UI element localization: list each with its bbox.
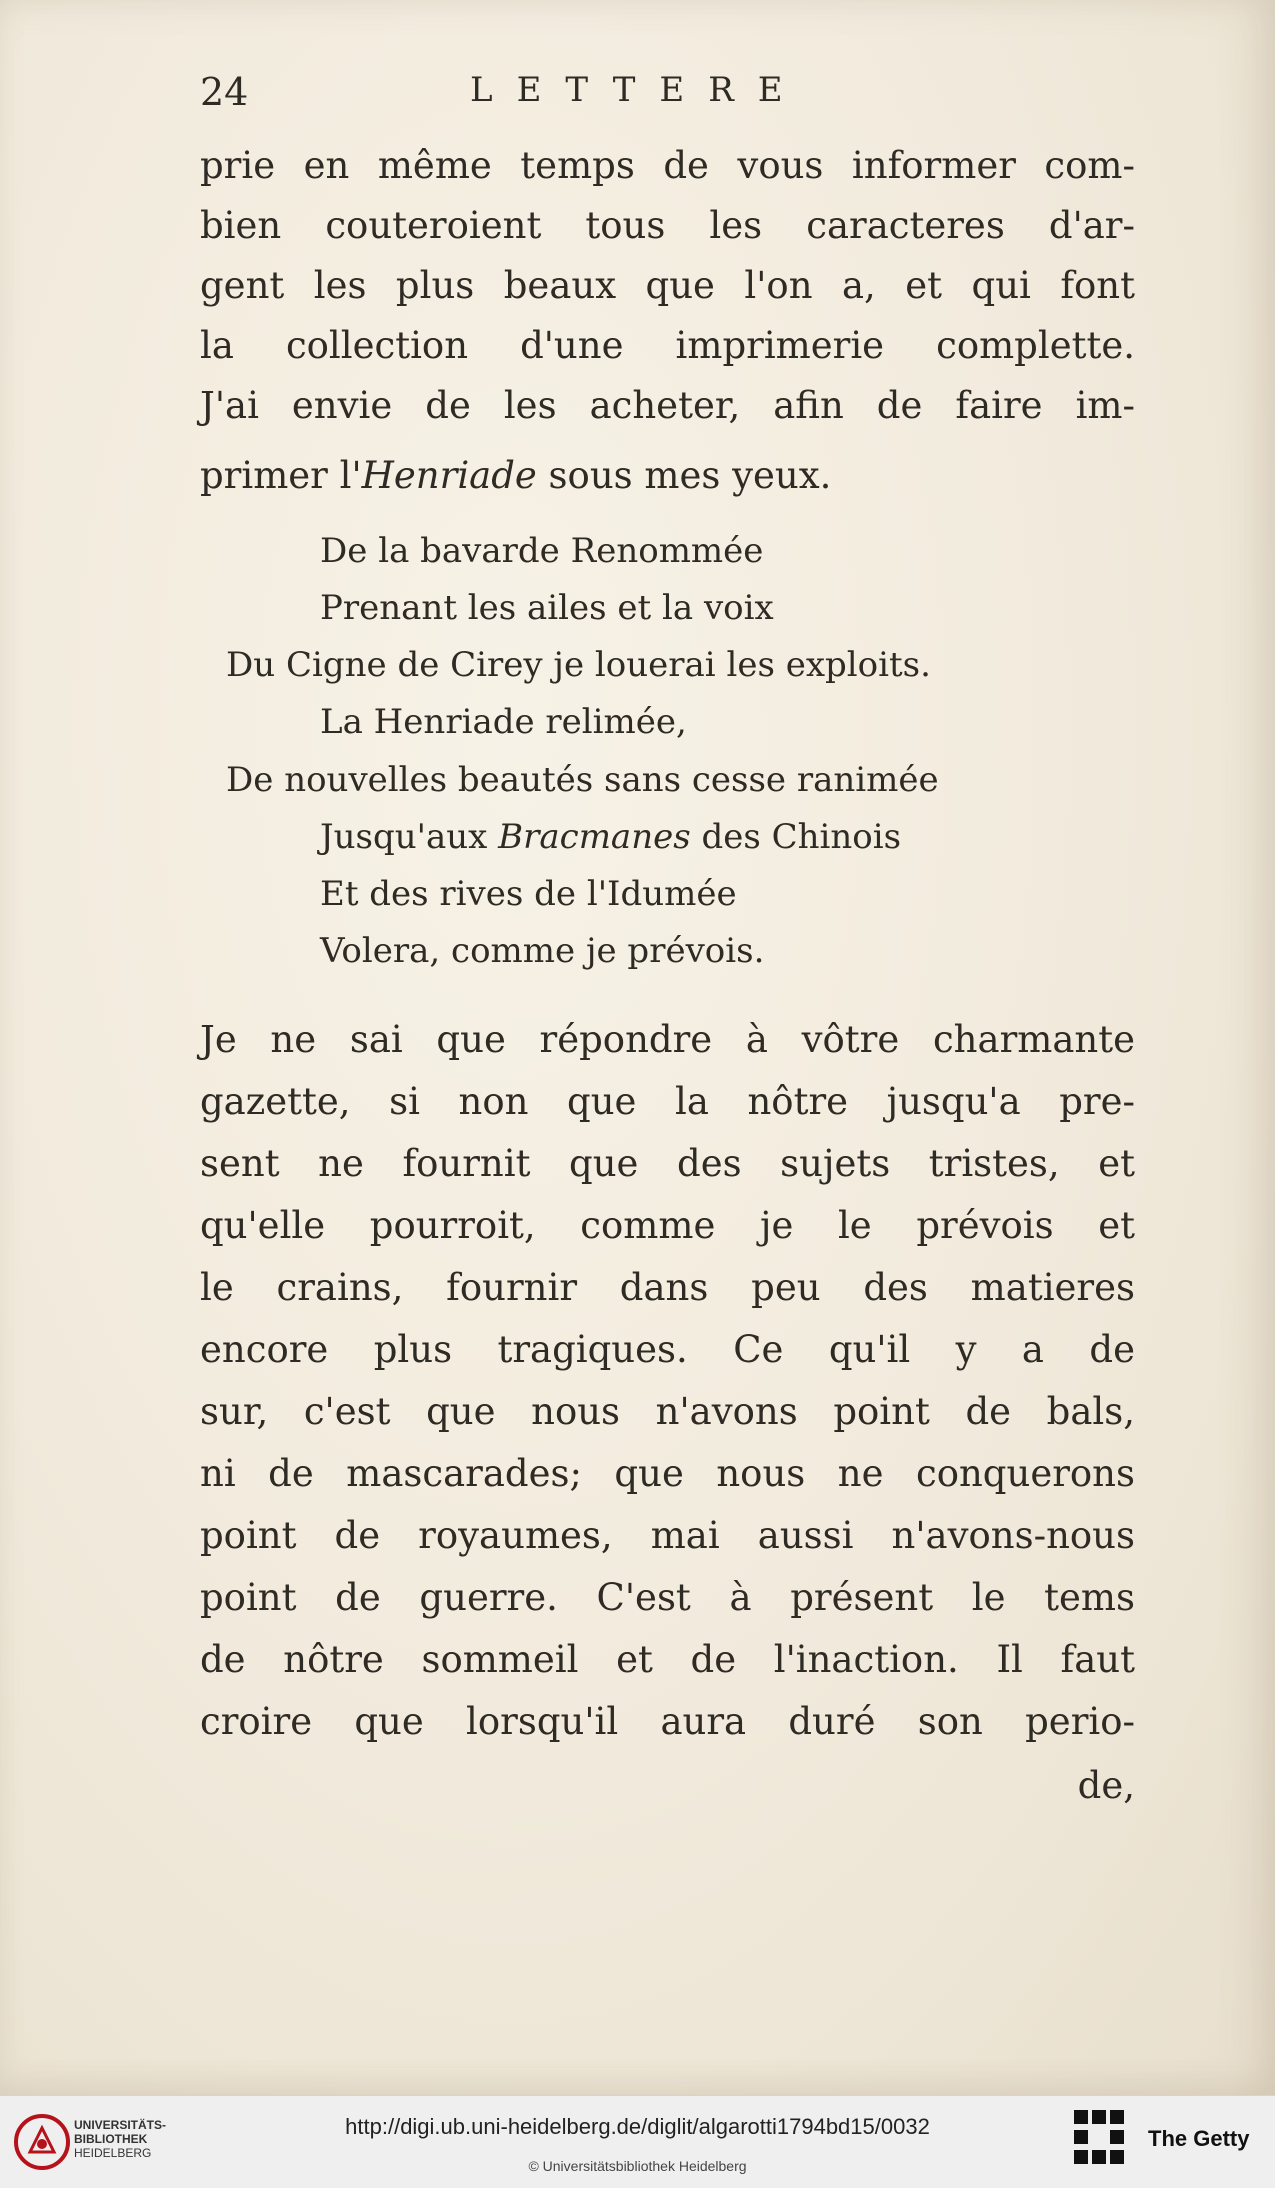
text-line: encore plus tragiques. Ce qu'il y a de xyxy=(200,1328,1135,1371)
verse-line: De la bavarde Renommée xyxy=(320,531,764,571)
text-line: sur, c'est que nous n'avons point de bals, xyxy=(200,1390,1135,1433)
running-title: LETTERE xyxy=(470,70,807,110)
page-number: 24 xyxy=(200,70,249,114)
getty-logo-icon xyxy=(1072,2108,1128,2172)
verse-line: Prenant les ailes et la voix xyxy=(320,588,774,628)
verse-line: De nouvelles beautés sans cesse ranimée xyxy=(226,760,939,800)
italic-title: Henriade xyxy=(361,454,537,497)
text-line: ni de mascarades; que nous ne conquerons xyxy=(200,1452,1135,1495)
text-line: qu'elle pourroit, comme je le prévois et xyxy=(200,1204,1135,1247)
partner-name: The Getty xyxy=(1148,2126,1250,2151)
verse-line: Jusqu'aux Bracmanes des Chinois xyxy=(320,817,902,857)
library-name: UNIVERSITÄTS- BIBLIOTHEK HEIDELBERG xyxy=(74,2118,167,2160)
text-line: croire que lorsqu'il aura duré son perio- xyxy=(200,1700,1135,1743)
verse-line: Du Cigne de Cirey je louerai les exploits. xyxy=(226,645,931,685)
text-line: point de guerre. C'est à présent le tems xyxy=(200,1576,1135,1619)
text-line: point de royaumes, mai aussi n'avons-nous xyxy=(200,1514,1135,1557)
text-line: primer l'Henriade sous mes yeux. xyxy=(200,454,832,497)
verse-line: Volera, comme je prévois. xyxy=(320,931,765,971)
text-line: la collection d'une imprimerie complette. xyxy=(200,324,1135,367)
catchword: de, xyxy=(1077,1764,1135,1807)
page-header xyxy=(200,70,1130,126)
text-line: Je ne sai que répondre à vôtre charmante xyxy=(200,1018,1135,1061)
text-line: J'ai envie de les acheter, afin de faire im- xyxy=(200,384,1135,427)
text-line: le crains, fournir dans peu des matieres xyxy=(200,1266,1135,1309)
text-line: prie en même temps de vous informer com- xyxy=(200,144,1135,187)
text-line: sent ne fournit que des sujets tristes, et xyxy=(200,1142,1135,1185)
italic-word: Bracmanes xyxy=(498,817,691,857)
text-line: gent les plus beaux que l'on a, et qui font xyxy=(200,264,1135,307)
text-line: gazette, si non que la nôtre jusqu'a pre- xyxy=(200,1080,1135,1123)
verse-line: Et des rives de l'Idumée xyxy=(320,874,737,914)
text-line: bien couteroient tous les caracteres d'ar- xyxy=(200,204,1135,247)
copyright-notice: © Universitätsbibliothek Heidelberg xyxy=(528,2158,747,2174)
permalink-url[interactable]: http://digi.ub.uni-heidelberg.de/diglit/algarotti1794bd15/0032 xyxy=(345,2114,930,2139)
verse-line: La Henriade relimée, xyxy=(320,702,687,742)
viewer-footer xyxy=(0,2095,1275,2188)
text-line: de nôtre sommeil et de l'inaction. Il faut xyxy=(200,1638,1135,1681)
